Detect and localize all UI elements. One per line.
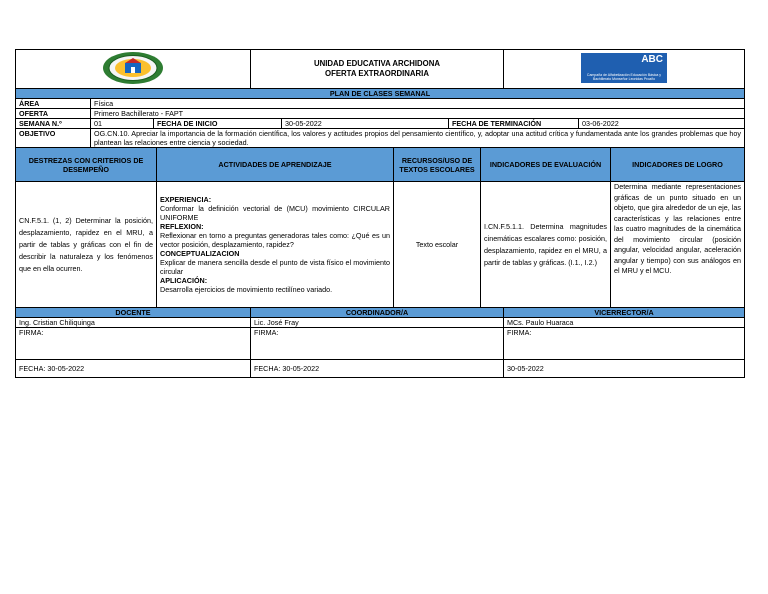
destrezas-content: CN.F.5.1. (1, 2) Determinar la posición, desplazamiento, rapidez en el MRU, a partir de tablas y gráficas con el fin de describir la naturaleza y los fenómenos que en ella ocurren.: [16, 182, 157, 308]
docente-header: DOCENTE: [16, 308, 251, 318]
coordinador-header: COORDINADOR/A: [251, 308, 504, 318]
school-seal-logo-cell: [16, 50, 251, 89]
actividades-header: ACTIVIDADES DE APRENDIZAJE: [157, 148, 394, 182]
vicerrector-header: VICERRECTOR/A: [504, 308, 745, 318]
conceptualizacion-text: Explicar de manera sencilla desde el punto de vista físico el movimiento circular: [160, 258, 390, 276]
destrezas-header: DESTREZAS CON CRITERIOS DE DESEMPEÑO: [16, 148, 157, 182]
experiencia-text: Conformar la definición vectorial de (MCU) movimiento CIRCULAR UNIFORME: [160, 204, 390, 222]
signatures-table: [15, 307, 745, 378]
vicerrector-name: MCs. Paulo Huaraca: [504, 318, 745, 328]
actividades-content: [157, 182, 394, 308]
plan-info-table: [15, 88, 745, 148]
institution-name: UNIDAD EDUCATIVA ARCHIDONA: [313, 59, 441, 68]
aplicacion-label: APLICACIÓN:: [160, 276, 208, 285]
programa-abc-logo: [581, 53, 667, 83]
reflexion-text: Reflexionar en torno a preguntas generadoras tales como: ¿Qué es un vector posición, desplazamiento, rapidez?: [160, 231, 390, 249]
abc-logo-cell: [504, 50, 745, 89]
area-label: ÁREA: [16, 99, 91, 109]
coordinador-fecha: FECHA: 30-05-2022: [251, 360, 504, 378]
institution-title-cell: [251, 50, 504, 89]
fecha-terminacion-label: FECHA DE TERMINACIÓN: [449, 119, 579, 129]
docente-name: Ing. Cristian Chiliquinga: [16, 318, 251, 328]
docente-fecha: FECHA: 30-05-2022: [16, 360, 251, 378]
plan-title: PLAN DE CLASES SEMANAL: [16, 89, 745, 99]
fecha-inicio-value: 30-05-2022: [282, 119, 449, 129]
coordinador-name: Lic. José Fray: [251, 318, 504, 328]
semana-label: SEMANA N.º: [16, 119, 91, 129]
activities-table: [15, 147, 745, 308]
semana-value: 01: [91, 119, 154, 129]
lesson-plan-document: [15, 49, 745, 378]
oferta-label: OFERTA: [16, 109, 91, 119]
coordinador-firma: FIRMA:: [251, 328, 504, 360]
offer-name: OFERTA EXTRAORDINARIA: [325, 69, 429, 78]
reflexion-label: REFLEXION:: [160, 222, 204, 231]
docente-firma: FIRMA:: [16, 328, 251, 360]
recursos-content: Texto escolar: [394, 182, 481, 308]
fecha-inicio-label: FECHA DE INICIO: [154, 119, 282, 129]
vicerrector-firma: FIRMA:: [504, 328, 745, 360]
evaluacion-content: I.CN.F.5.1.1. Determina magnitudes cinemáticas escalares como: posición, desplazamiento, rapidez en el MRU, a partir de tablas y gráficas. (I.1., I.2.): [481, 182, 611, 308]
area-value: Física: [91, 99, 745, 109]
aplicacion-text: Desarrolla ejercicios de movimiento rectilíneo variado.: [160, 285, 333, 294]
vicerrector-fecha: 30-05-2022: [504, 360, 745, 378]
abc-logo-brand: ABC: [641, 54, 663, 65]
abc-logo-caption: Campaña de Alfabetización Educación Básica y Bachillerato Monseñor Leonidas Proaño: [586, 73, 662, 81]
objetivo-label: OBJETIVO: [16, 129, 91, 148]
logro-content: Determina mediante representaciones gráficas de un punto situado en un objeto, que gira alrededor de un eje, las características y las relaciones entre las cuatro magnitudes de la cinemática del movimiento circular (posición angular, velocidad angular, aceleración angular y tiempo) con sus análogos en el MRU y el MCU.: [611, 182, 745, 308]
conceptualizacion-label: CONCEPTUALIZACION: [160, 249, 240, 258]
evaluacion-header: INDICADORES DE EVALUACIÓN: [481, 148, 611, 182]
school-seal-icon: [101, 51, 165, 85]
experiencia-label: EXPERIENCIA:: [160, 195, 212, 204]
recursos-header: RECURSOS/USO DE TEXTOS ESCOLARES: [394, 148, 481, 182]
header-table: [15, 49, 745, 89]
objetivo-value: OG.CN.10. Apreciar la importancia de la formación científica, los valores y actitudes propios del pensamiento científico, y, adoptar una actitud crítica y fundamentada ante los grandes problemas que hoy plantean las relaciones entre ciencia y sociedad.: [91, 129, 745, 148]
logro-header: INDICADORES DE LOGRO: [611, 148, 745, 182]
oferta-value: Primero Bachillerato - FAPT: [91, 109, 745, 119]
fecha-terminacion-value: 03-06-2022: [579, 119, 745, 129]
